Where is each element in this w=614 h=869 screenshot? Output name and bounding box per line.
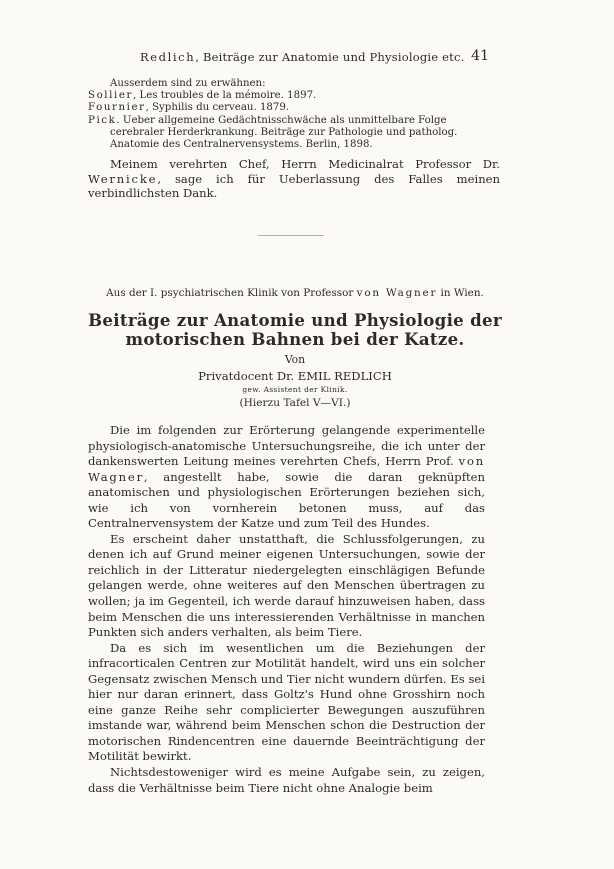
acknowledgement-name: Wernicke <box>88 171 158 186</box>
byline-role: gew. Assistent der Klinik. <box>242 385 348 394</box>
source-text: Aus der I. psychiatrischen Klinik von Professor <box>106 287 354 299</box>
article-title-line: motorischen Bahnen bei der Katze. <box>125 329 465 349</box>
reference-author: Fournier <box>88 102 146 114</box>
reference-item <box>88 90 508 102</box>
source-text-end: in Wien. <box>440 287 484 299</box>
acknowledgement-text-end: , sage ich für Ueberlassung des Falles meinen verbindlichsten Dank. <box>88 171 500 201</box>
body-paragraph <box>88 423 485 532</box>
source-name: von Wagner <box>356 287 438 299</box>
reference-item <box>88 115 508 152</box>
body-paragraph: Nichtsdestoweniger wird es meine Aufgabe sein, zu zeigen, dass die Verhältnisse beim Tiere nicht ohne Analogie beim <box>88 765 485 795</box>
reference-item <box>88 102 508 114</box>
reference-author: Pick <box>88 114 117 126</box>
reference-list <box>88 78 508 151</box>
body-text: Die im folgenden zur Erörterung gelangende experimentelle physiologisch-anatomische Untersuchungsreihe, die ich unter der dankenswerten Leitung meines verehrten Chefs, Herrn Prof. <box>88 423 485 469</box>
reference-intro: Ausserdem sind zu erwähnen: <box>110 78 266 89</box>
body-paragraph: Es erscheint daher unstatthaft, die Schlussfolgerungen, zu denen ich auf Grund meiner eigenen Untersuchungen, sowie der reichlich in der Litteratur niedergelegten einschlägigen Befunde gelangen werde, ohne weiteres auf den Menschen übertragen zu wollen; ja im Gegenteil, ich werde darauf hinzuweisen haben, dass beim Menschen die uns interessierenden Verhältnisse in manchen Punkten sich anders verhalten, als beim Tiere. <box>88 531 485 640</box>
running-head-title: , Beiträge zur Anatomie und Physiologie etc. <box>195 50 465 64</box>
running-head-author: Redlich <box>140 50 196 64</box>
acknowledgement <box>88 157 500 201</box>
reference-continuation: cerebraler Herderkrankung. Beiträge zur Pathologie und patholog. <box>110 126 458 138</box>
page-number: 41 <box>471 48 489 64</box>
reference-text: , Les troubles de la mémoire. 1897. <box>133 90 317 102</box>
reference-text: , Syphilis du cerveau. 1879. <box>145 102 290 114</box>
byline-plates: (Hierzu Tafel V—VI.) <box>239 397 351 409</box>
reference-continuation: Anatomie des Centralnervensystems. Berlin, 1898. <box>110 139 373 151</box>
running-head <box>140 50 490 64</box>
reference-text: . Ueber allgemeine Gedächtnisschwäche als unmittelbare Folge <box>116 114 447 126</box>
byline-von: Von <box>284 353 306 366</box>
body-text: , angestellt habe, sowie die daran geknüpften anatomischen und physiologischen Erörterungen beziehen sich, wie ich von vornherein betonen muss, auf das Centralnervensystem der Katze und zum Teil des Hundes. <box>88 469 485 531</box>
article-source-note <box>70 287 520 299</box>
acknowledgement-text: Meinem verehrten Chef, Herrn Medicinalrat Professor Dr. <box>110 157 500 171</box>
byline-author: Privatdocent Dr. EMIL REDLICH <box>198 369 392 383</box>
acknowledgement-paragraph <box>88 157 500 201</box>
article-body <box>88 423 485 796</box>
body-name: von Wagner <box>88 454 486 484</box>
article-title <box>70 311 520 349</box>
body-paragraph: Da es sich im wesentlichen um die Beziehungen der infracorticalen Centren zur Motilität handelt, wird uns ein solcher Gegensatz zwischen Mensch und Tier nicht wundern dürfen. Es sei hier nur daran erinnert, dass Goltz's Hund ohne Grosshirn noch eine ganze Reihe sehr complicierter Bewegungen auszuführen imstande war, während beim Menschen schon die Destruction der motorischen Rindencentren eine dauernde Beeinträchtigung der Motilität bewirkt. <box>88 640 485 764</box>
section-divider <box>258 235 324 236</box>
article-title-line: Beiträge zur Anatomie und Physiologie der <box>88 310 502 330</box>
reference-author: Sollier <box>88 90 133 102</box>
